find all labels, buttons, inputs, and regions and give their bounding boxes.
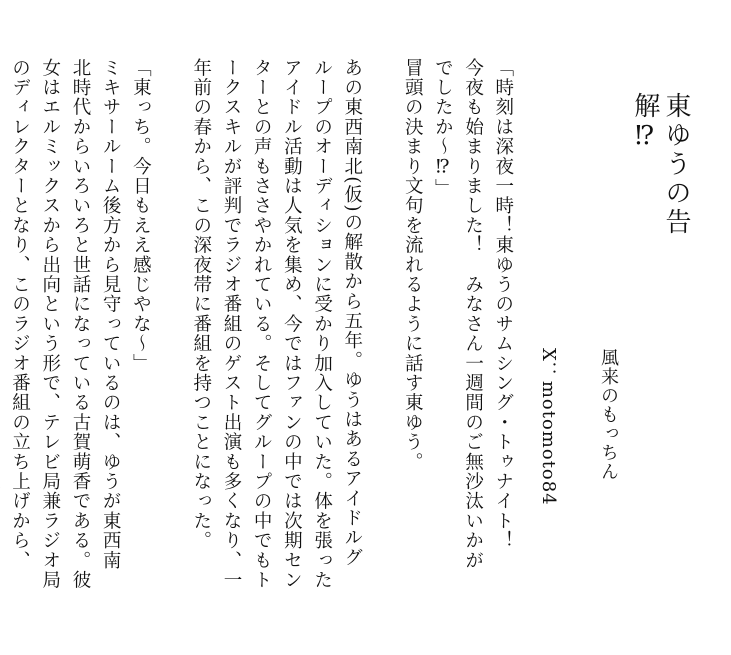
paragraph: 「東っち。今日もええ感じやな〜」 ミキサールーム後方から見守っているのは、ゆうが東西南 北時代からいろいろと世話になっている古賀萌香である。彼 女はエルミックスから出向という形で、テレビ局兼ラジオ局 のディレクターとなり、このラジオ番組の立ち上げから、	[9, 58, 152, 590]
author-name: 風来のもっちん	[598, 348, 619, 481]
paragraph: あの東西南北(仮)の解散から五年。ゆうはあるアイドルグ ループのオーディションに受かり加入していた。体を張った アイドル活動は人気を集め、今ではファンの中では次期セン ターとの声もささやかれている。そしてグループの中でもト ークスキルが評判でラジオ番組のゲスト出演も多くなり、一 年前の春から、この深夜帯に番組を持つことになった。	[190, 58, 363, 590]
author-x-account: X：motomoto84	[538, 348, 559, 506]
story-title: 東ゆうの告解⁉	[629, 92, 691, 237]
story-body	[0, 58, 548, 638]
paragraph: 「時刻は深夜一時！東ゆうのサムシング・トゥナイト！ 今夜も始まりました！ みなさん一週間のご無沙汰いかが でしたか〜⁉」 冒頭の決まり文句を流れるように話す東ゆう。	[402, 58, 514, 571]
